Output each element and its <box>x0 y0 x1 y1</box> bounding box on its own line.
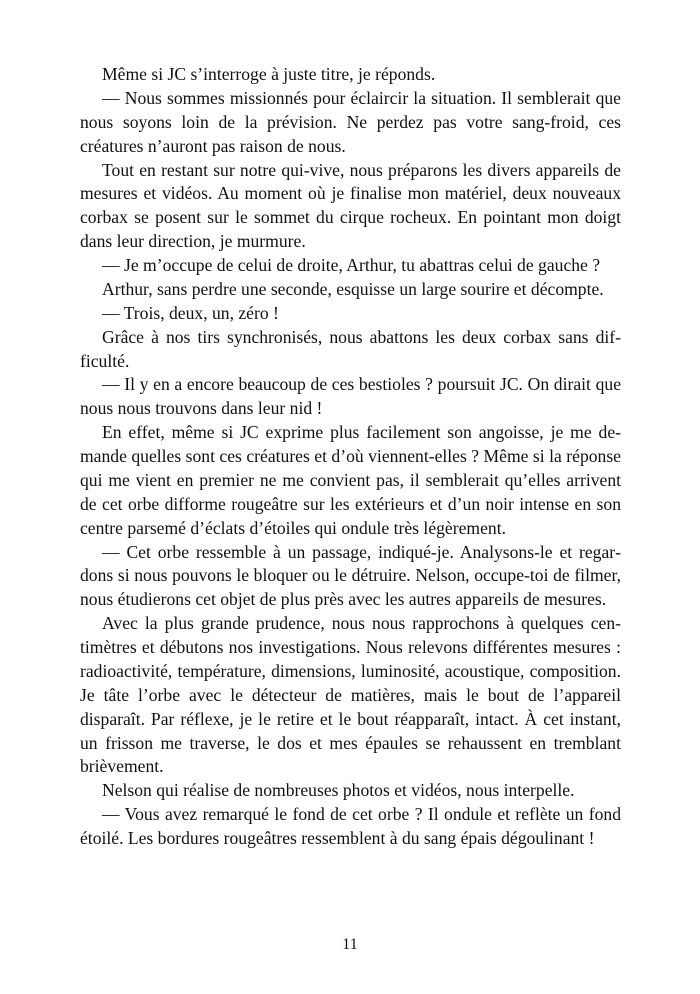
paragraph: Nelson qui réalise de nombreuses photos et vidéos, nous interpelle. <box>102 780 575 801</box>
paragraph: Grâce à nos tirs synchronisés, nous abattons les deux corbax sans difficulté. <box>80 326 621 371</box>
paragraph: Tout en restant sur notre qui-vive, nous préparons les divers appareils de mesures et vidéos. Au moment où je finalise mon matériel, deux nouveaux corbax se posent sur le sommet du cirque rocheux. En pointant mon doigt dans leur direction, je murmure. <box>80 159 621 252</box>
paragraph: En effet, même si JC exprime plus facilement son angoisse, je me demande quelles sont ces créatures et d’où viennent-elles ? Même si la réponse qui me vient en premier ne me convient pas, il semblerait qu’elles arrivent de cet orbe difforme rougeâtre sur les extérieurs et d’un noir intense en son centre parsemé d’éclats d’étoiles qui ondule très légèrement. <box>80 422 621 538</box>
body-text <box>80 63 621 851</box>
paragraph: — Cet orbe ressemble à un passage, indiqué-je. Analysons-le et regardons si nous pouvons le bloquer ou le détruire. Nelson, occupe-toi de filmer, nous étudierons cet objet de plus près avec les autres appareils de mesures. <box>80 541 621 610</box>
paragraph: Avec la plus grande prudence, nous nous rapprochons à quelques centimètres et débutons nos investigations. Nous relevons différentes mesures : radioactivité, température, dimensions, luminosité, acoustique, composition. Je tâte l’orbe avec le détecteur de matières, mais le bout de l’appareil disparaît. Par réflexe, je le retire et le bout réapparaît, intact. À cet instant, un frisson me traverse, le dos et mes épaules se rehaussent en tremblant brièvement. <box>80 613 621 777</box>
paragraph: Arthur, sans perdre une seconde, esquisse un large sourire et décompte. <box>102 278 604 299</box>
paragraph: — Je m’occupe de celui de droite, Arthur, tu abattras celui de gauche ? <box>102 255 601 275</box>
paragraph: — Il y en a encore beaucoup de ces bestioles ? poursuit JC. On dirait que nous nous trouvons dans leur nid ! <box>80 374 621 419</box>
paragraph: — Nous sommes missionnés pour éclaircir la situation. Il semblerait que nous soyons loin de la prévision. Ne perdez pas votre sang-froid, ces créatures n’auront pas raison de nous. <box>80 87 621 156</box>
paragraph: — Trois, deux, un, zéro ! <box>102 302 279 323</box>
paragraph: Même si JC s’interroge à juste titre, je réponds. <box>102 64 436 84</box>
page-number: 11 <box>342 936 358 953</box>
paragraph: — Vous avez remarqué le fond de cet orbe ? Il ondule et reflète un fond étoilé. Les bordures rougeâtres ressemblent à du sang épais dégoulinant ! <box>80 804 621 848</box>
